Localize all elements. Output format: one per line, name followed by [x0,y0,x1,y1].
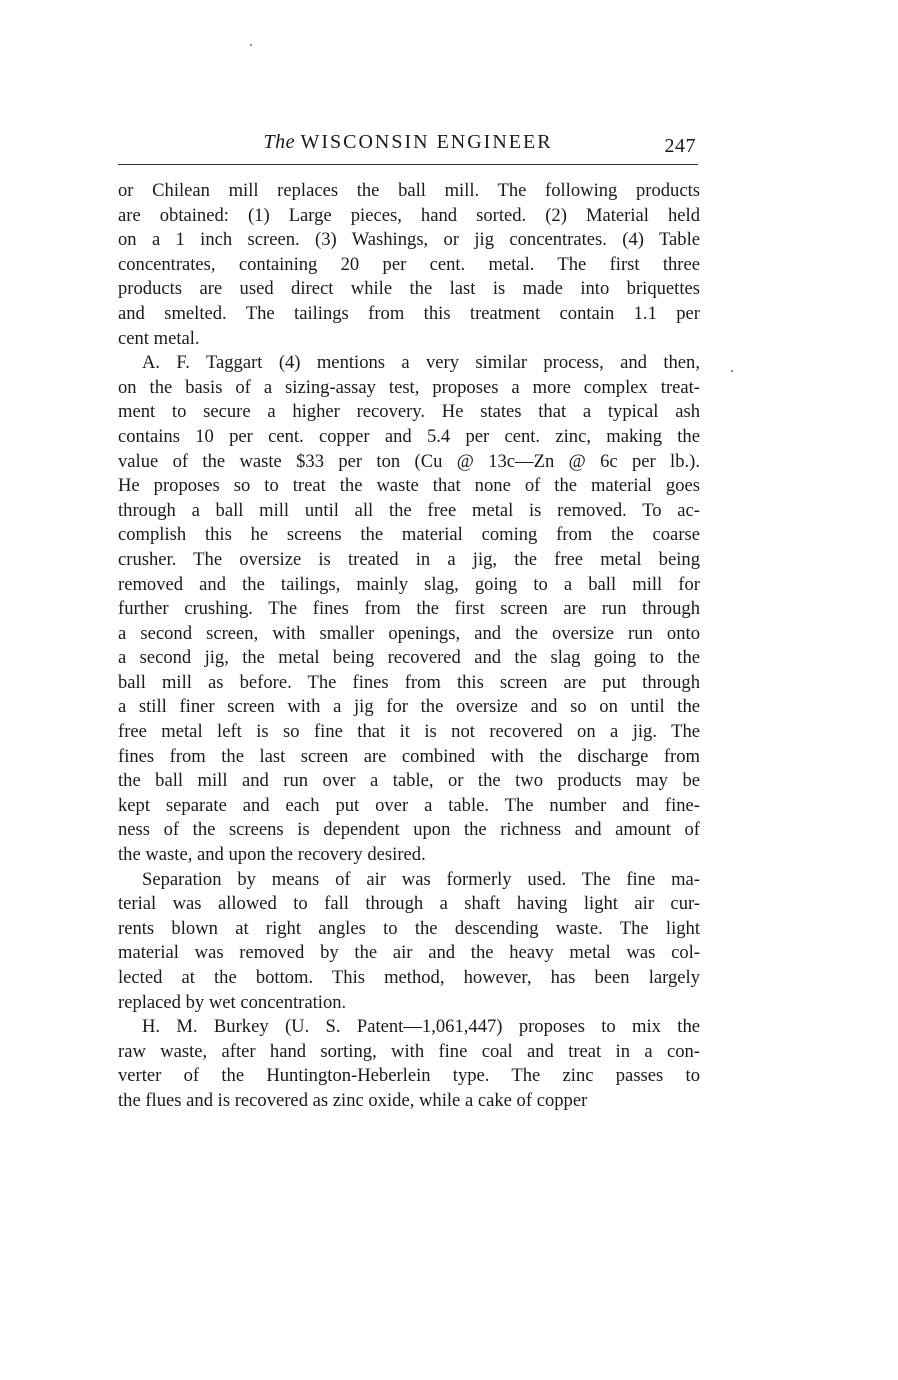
text-line: through a ball mill until all the free metal is removed. To ac- [118,499,700,521]
text-line: material was removed by the air and the heavy metal was col- [118,942,700,964]
paper-speck [731,370,733,372]
paragraph [118,1015,700,1113]
text-line: concentrates, containing 20 per cent. metal. The first three [118,253,700,275]
text-line: lected at the bottom. This method, however, has been largely [118,967,700,988]
paragraph [118,179,700,351]
text-line: terial was allowed to fall through a shaft having light air cur- [118,893,700,915]
text-line: are obtained: (1) Large pieces, hand sorted. (2) Material held [118,204,700,226]
text-line: H. M. Burkey (U. S. Patent—1,061,447) proposes to mix the [142,1016,700,1038]
text-line: crusher. The oversize is treated in a jig, the free metal being [118,548,700,570]
text-line: ment to secure a higher recovery. He states that a typical ash [118,401,700,423]
text-line: ness of the screens is dependent upon the richness and amount of [118,819,700,841]
text-line: or Chilean mill replaces the ball mill. The following products [118,180,700,201]
text-line: verter of the Huntington-Heberlein type. The zinc passes to [118,1065,700,1087]
journal-title-name: WISCONSIN ENGINEER [300,131,553,153]
text-line: the ball mill and run over a table, or the two products may be [118,770,700,792]
text-line: rents blown at right angles to the descending waste. The light [118,917,700,939]
text-line: products are used direct while the last is made into briquettes [118,278,700,300]
text-line: kept separate and each put over a table. The number and fine- [118,794,700,816]
text-line: contains 10 per cent. copper and 5.4 per cent. zinc, making the [118,425,700,447]
text-line: a second screen, with smaller openings, and the oversize run onto [118,622,700,644]
running-head [118,131,698,161]
text-line: raw waste, after hand sorting, with fine coal and treat in a con- [118,1040,700,1062]
journal-title-prefix: The [263,131,295,153]
body-text [118,179,700,1114]
header-rule [118,164,698,165]
journal-title [118,131,698,154]
text-line: He proposes so to treat the waste that none of the material goes [118,475,700,497]
text-line: on the basis of a sizing-assay test, proposes a more complex treat- [118,376,700,398]
text-line: a still finer screen with a jig for the oversize and so on until the [118,696,700,718]
text-line: removed and the tailings, mainly slag, going to a ball mill for [118,573,700,595]
text-line: cent metal. [118,327,200,349]
page-number: 247 [664,135,696,157]
text-line: A. F. Taggart (4) mentions a very similar process, and then, [142,352,700,374]
text-line: on a 1 inch screen. (3) Washings, or jig concentrates. (4) Table [118,229,700,251]
text-line: the flues and is recovered as zinc oxide, while a cake of copper [118,1089,588,1111]
text-line: ball mill as before. The fines from this screen are put through [118,671,700,693]
text-line: further crushing. The fines from the first screen are run through [118,598,700,620]
text-line: complish this he screens the material coming from the coarse [118,524,700,546]
paragraph [118,868,700,1016]
text-line: replaced by wet concentration. [118,991,347,1013]
text-line: a second jig, the metal being recovered and the slag going to the [118,647,700,669]
text-line: Separation by means of air was formerly used. The fine ma- [142,868,700,890]
text-line: the waste, and upon the recovery desired. [118,844,426,866]
text-line: fines from the last screen are combined with the discharge from [118,745,700,767]
text-line: free metal left is so fine that it is not recovered on a jig. The [118,721,700,743]
paragraph [118,351,700,867]
text-line: value of the waste $33 per ton (Cu @ 13c—Zn @ 6c per lb.). [118,450,700,472]
paper-speck [250,44,252,46]
text-line: and smelted. The tailings from this treatment contain 1.1 per [118,302,700,324]
